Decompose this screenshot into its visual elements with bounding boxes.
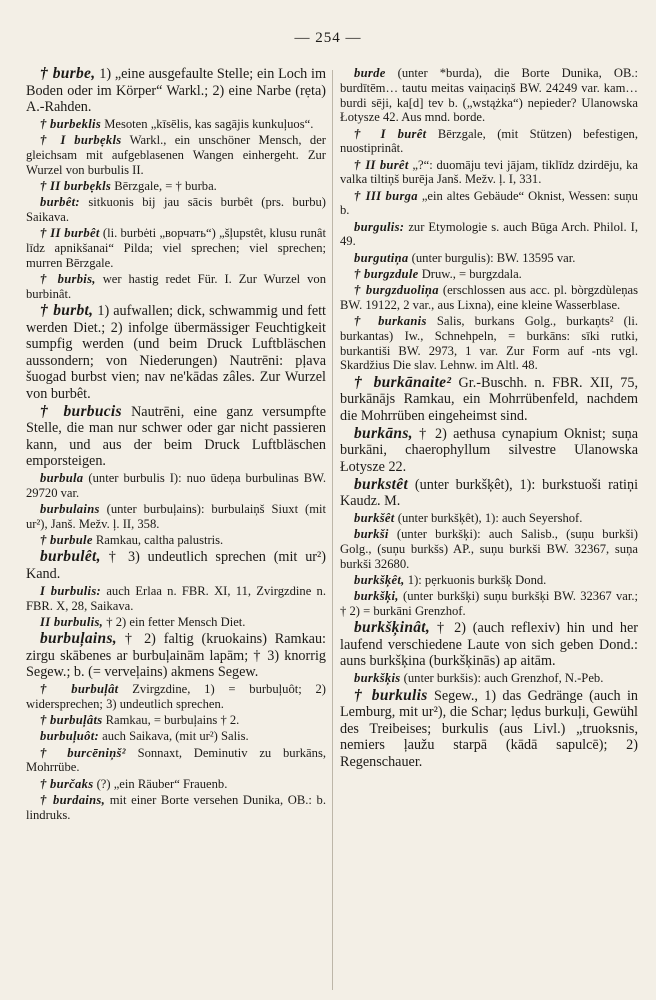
dictionary-entry	[26, 793, 326, 823]
entry-definition: Gr.-Buschh. n. FBR. XII, 75, burkānājs Ramkau, ein Mohrrübenfeld, nachdem die Mohrrüben eingeheimst sind.	[340, 374, 638, 424]
dictionary-entry	[340, 671, 638, 686]
dictionary-entry	[26, 631, 326, 681]
dictionary-entry	[340, 477, 638, 510]
entry-headword: burgutiņa	[354, 250, 409, 265]
entry-definition: † 2) ein fetter Mensch Diet.	[106, 614, 246, 629]
entry-definition: (unter burkšķi): auch Salisb., (suņu burkši) Golg., (suņu burkšs) AP., suņu burkši BW. 32367, suņa burkši 32680.	[340, 527, 638, 571]
entry-definition: † 3) undeutlich sprechen (mit ur²) Kand.	[26, 549, 326, 582]
dictionary-entry	[340, 426, 638, 476]
entry-headword: burkšķêt,	[354, 573, 405, 587]
column-divider	[332, 70, 333, 990]
dictionary-entry	[340, 66, 638, 125]
entry-headword: burbula	[40, 471, 84, 485]
entry-headword: burkāns,	[354, 424, 413, 442]
entry-definition: auch Saikava, (mit ur²) Salis.	[102, 729, 249, 744]
entry-definition: mit einer Borte versehen Dunika, OB.: b. lindruks.	[26, 792, 326, 822]
entry-definition: Nautrēni, eine ganz versumpfte Stelle, die man nur schwer oder gar nicht passieren kann, und aus der beim Druck Luftbläschen emporsteigen.	[26, 403, 326, 469]
entry-definition: Zvirgzdine, 1) = burbuļuôt; 2) widersprechen; 3) undeutlich sprechen.	[26, 682, 326, 711]
entry-headword: † burbeklis	[40, 117, 102, 131]
entry-definition: (erschlossen aus acc. pl. bòrgzdùleņas BW. 19122, 2 var., aus Lixna), eine kleine Wasserblase.	[340, 283, 638, 312]
entry-definition: auch Erlaa n. FBR. XI, 11, Zvirgzdine n. FBR. X, 28, Saikava.	[26, 583, 326, 613]
entry-definition: (unter *burda), die Borte Dunika, OB.: burdītēm… tautu meitas vaiņaciņš BW. 24249 var. kam… burdi sēji, ka[d] tev b. („wstążka“) nepieder? Ulanowska Łotysze 42. Aus mnd. borde.	[340, 66, 638, 125]
dictionary-entry	[26, 179, 326, 194]
dictionary-entry	[340, 283, 638, 313]
entry-definition: Druw., = burgzdala.	[421, 266, 522, 281]
dictionary-entry	[340, 620, 638, 670]
dictionary-entry	[340, 220, 638, 250]
entry-headword: † burgzduoliņa	[354, 283, 439, 297]
entry-definition: (unter burbuļains): burbulaiņš Siuxt (mit ur²), Janš. Mežv. ļ. II, 358.	[26, 502, 326, 531]
entry-headword: burbêt:	[40, 195, 80, 210]
entry-definition: 1) „eine ausgefaulte Stelle; ein Loch im Boden oder im Körper“ Warkl.; 2) eine Narbe (rẹta) A.-Rahden.	[26, 66, 326, 115]
dictionary-entry	[26, 117, 326, 132]
dictionary-entry	[340, 267, 638, 282]
entry-definition: Warkl., ein unschöner Mensch, der gleichsam mit aufgeblasenen Wangen einhergeht. Zur Wurzel von burbulis II.	[26, 133, 326, 177]
entry-headword: † burbule	[40, 533, 93, 547]
entry-headword: † burkānaite²	[354, 373, 452, 391]
dictionary-entry	[340, 158, 638, 188]
entry-definition: † 2) (auch reflexiv) hin und her laufend verschiedene Laute von sich geben Dond.: auns burkšķina (burkšķinās) ap aitām.	[340, 620, 638, 670]
dictionary-entry	[26, 549, 326, 582]
dictionary-entry	[26, 713, 326, 728]
entry-definition: „ein altes Gebäude“ Oknist, Wessen: suņu b.	[340, 188, 638, 218]
entry-definition: (unter burkšķêt), 1): burkstuoši ratiņi Kaudz. M.	[340, 476, 638, 509]
entry-definition: (unter burkšķi) suņu burkšķi BW. 32367 var.; † 2) = burkāni Grenzhof.	[340, 589, 638, 618]
dictionary-entry	[340, 375, 638, 425]
entry-headword: II burbulis,	[40, 614, 104, 629]
entry-definition: † 2) aethusa cynapium Oknist; suņa burkāni, chaerophyllum silvestre Ulanowska Łotysze 22.	[340, 425, 638, 475]
dictionary-entry	[26, 471, 326, 501]
entry-definition: (unter burbulis I): nuo ūdeņa burbulinas BW. 29720 var.	[26, 471, 326, 500]
entry-definition: „?“: duomāju tevi jājam, tiklīdz dzirdēju, ka valka tiltiņš burēja Janš. Mežv. ļ. I, 331.	[340, 157, 638, 187]
entry-definition: Sonnaxt, Deminutiv zu burkāns, Mohrrübe.	[26, 745, 326, 775]
entry-headword: burbulêt,	[40, 548, 101, 566]
entry-definition: zur Etymologie s. auch Būga Arch. Philol. I, 49.	[340, 219, 638, 249]
entry-headword: † II burêt	[354, 157, 409, 172]
dictionary-entry	[26, 272, 326, 302]
entry-headword: † burbucis	[40, 402, 122, 420]
entry-definition: † 2) faltig (kruokains) Ramkau: zirgu skābenes ar burbuļainām lapām; † 3) knorrig Segew.; b. (= verveļains) akmens Segew.	[26, 631, 326, 680]
entry-headword: burde	[354, 66, 386, 80]
entry-headword: † burcēniņš²	[40, 745, 126, 760]
right-column	[340, 66, 638, 994]
dictionary-entry	[26, 746, 326, 776]
dictionary-entry	[340, 511, 638, 526]
dictionary-entry	[340, 688, 638, 771]
entry-headword: burbuļuôt:	[40, 729, 99, 744]
entry-headword: † I burêt	[354, 126, 427, 141]
entry-headword: † burgzdule	[354, 266, 419, 281]
entry-definition: sitkuonis bij jau sācis burbêt (prs. burbu) Saikava.	[26, 195, 326, 224]
dictionary-entry	[26, 195, 326, 225]
dictionary-entry	[26, 226, 326, 270]
entry-headword: I burbulis:	[40, 583, 102, 598]
entry-definition: (li. burbėti „ворчать“) „šļupstêt, klusu runât līdz apnikšanai“ Pilda; viel sprechen; viel sprechen; murren Bērzgale.	[26, 226, 326, 270]
entry-definition: (unter burkšis): auch Grenzhof, N.-Peb.	[403, 671, 604, 686]
dictionary-entry	[340, 527, 638, 571]
dictionary-entry	[26, 533, 326, 548]
entry-headword: † burčaks	[40, 776, 94, 791]
entry-headword: † I burbẹkls	[40, 133, 122, 148]
entry-headword: burkši	[354, 527, 389, 542]
entry-headword: † burkulis	[354, 686, 428, 704]
entry-headword: † burkanis	[354, 314, 427, 328]
entry-definition: Ramkau, = burbuļains † 2.	[105, 713, 240, 727]
entry-headword: † II burbêt	[40, 226, 100, 241]
entry-headword: burkstêt	[354, 475, 409, 493]
entry-definition: Ramkau, caltha palustris.	[95, 533, 224, 547]
entry-headword: † burdains,	[40, 792, 106, 807]
dictionary-entry	[340, 314, 638, 373]
dictionary-entry	[340, 589, 638, 619]
entry-definition: Mesoten „kīsēlis, kas sagājis kunkuļuos“.	[104, 117, 314, 131]
dictionary-entry	[26, 133, 326, 177]
entry-definition: Salis, burkans Golg., burkaņts² (li. burkantas) Iw., Schnehpeln, = burkāns: sīki rutki, burkantiši BW. 2973, 1 var. Zur Form auf -nts vgl. Skardžius Die slav. Lehnw. im Altl. 48.	[340, 314, 638, 373]
entry-headword: † burbuļât	[40, 682, 119, 696]
entry-definition: 1): pẹrkuonis burkšķ Dond.	[407, 573, 547, 587]
entry-headword: † burbis,	[40, 272, 96, 286]
page-number: — 254 —	[294, 30, 362, 46]
entry-headword: † III burga	[354, 188, 418, 203]
entry-definition: Bērzgale, (mit Stützen) befestigen, nuostiprinât.	[340, 126, 638, 156]
dictionary-entry	[26, 502, 326, 532]
entry-headword: burkšķis	[354, 671, 401, 686]
entry-headword: burbulains	[40, 502, 100, 516]
entry-definition: Segew., 1) das Gedränge (auch in Lemburg, mit ur²), die Schar; lẹdus burkuļi, Gewühl des Treibeises; burkulis (aus Livl.) „truoksnis, nemiers ļaužu starpā (kādā sapulcē); 2) Regenschauer.	[340, 687, 638, 770]
dictionary-entry	[340, 127, 638, 157]
dictionary-entry	[340, 251, 638, 266]
entry-definition: Bērzgale, = † burba.	[114, 179, 217, 193]
entry-headword: † burbt,	[40, 302, 94, 319]
dictionary-entry	[26, 303, 326, 402]
entry-definition: (unter burgulis): BW. 13595 var.	[411, 250, 576, 265]
entry-headword: burgulis:	[354, 219, 405, 234]
entry-headword: burbuļains,	[40, 630, 117, 647]
entry-headword: burkšķi,	[354, 589, 399, 604]
entry-headword: burkšêt	[354, 511, 395, 525]
entry-headword: † II burbẹkls	[40, 179, 112, 193]
dictionary-entry	[26, 615, 326, 630]
entry-definition: wer hastig redet Für. I. Zur Wurzel von burbinât.	[26, 272, 326, 301]
entry-headword: † burbuļâts	[40, 713, 103, 727]
entry-headword: † burbe,	[40, 66, 96, 82]
entry-definition: (?) „ein Räuber“ Frauenb.	[96, 776, 228, 791]
entry-definition: (unter burkšķêt), 1): auch Seyershof.	[397, 511, 583, 525]
dictionary-entry	[26, 729, 326, 744]
dictionary-entry	[26, 66, 326, 116]
left-column	[26, 66, 326, 994]
entry-definition: 1) aufwallen; dick, schwammig und fett werden Diet.; 2) infolge übermässiger Feuchtigkeit sumpfig werden (und beim Druck Luftbläschen aussondern; von Niederungen) Nautrēni: pļava šuogad burbst vien; nav ne'kādas zâles. Zur Wurzel von burbêt.	[26, 303, 326, 402]
dictionary-entry	[26, 404, 326, 470]
entry-headword: burkšķinât,	[354, 619, 431, 637]
dictionary-entry	[26, 682, 326, 712]
dictionary-entry	[26, 777, 326, 792]
dictionary-entry	[340, 573, 638, 588]
dictionary-entry	[26, 584, 326, 614]
dictionary-entry	[340, 189, 638, 219]
